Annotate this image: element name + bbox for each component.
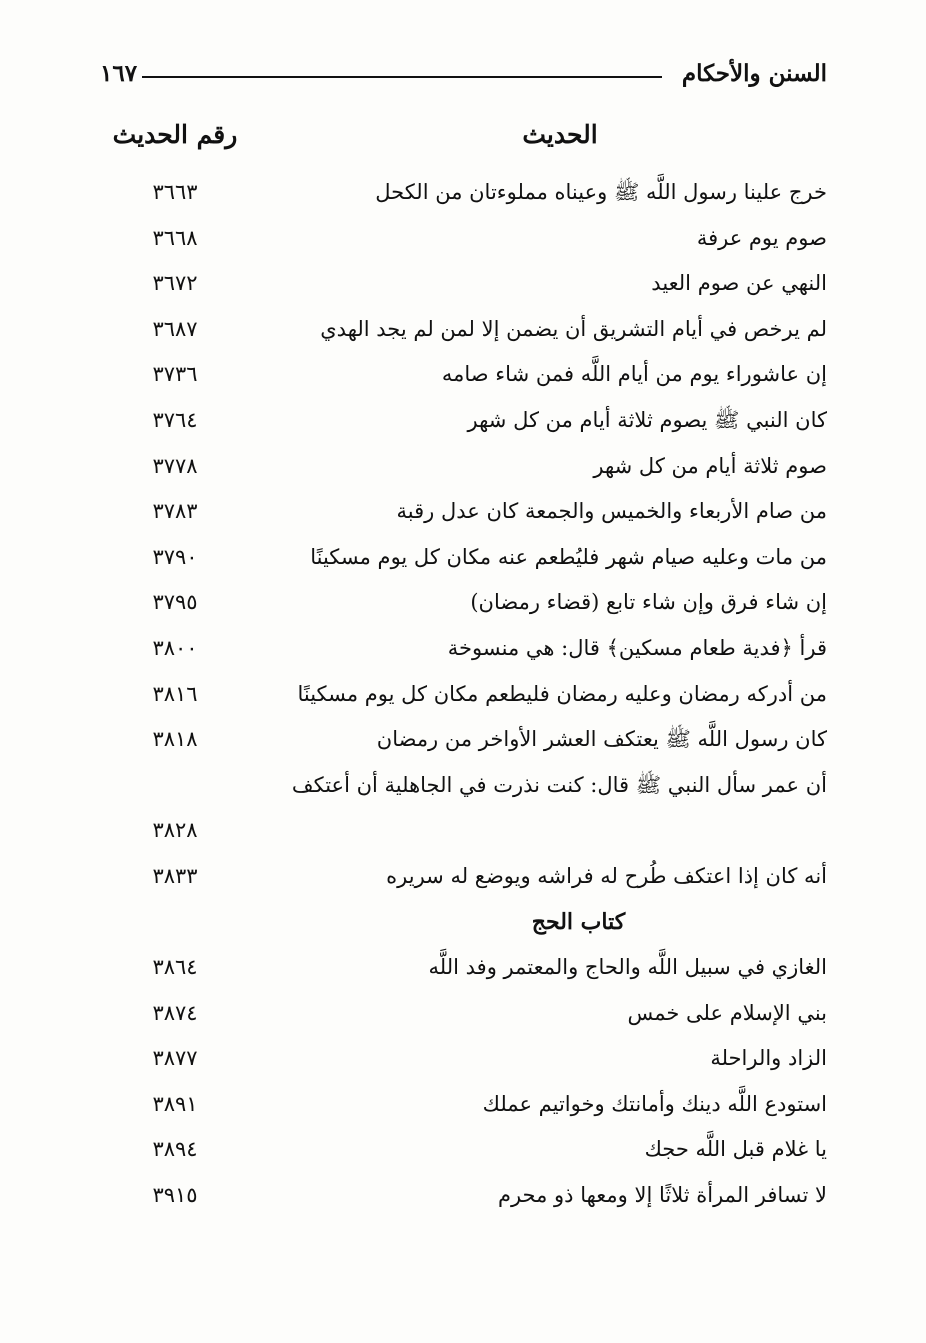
hadith-text: أن عمر سأل النبي ﷺ قال: كنت نذرت في الجاهلية أن أعتكف bbox=[291, 772, 827, 797]
list-item bbox=[100, 535, 827, 581]
list-item bbox=[100, 1173, 827, 1219]
hadith-text: لم يرخص في أيام التشريق أن يضمن إلا لمن لم يجد الهدي bbox=[320, 316, 827, 341]
hadith-text: أنه كان إذا اعتكف طُرح له فراشه ويوضع له سريره bbox=[386, 863, 827, 888]
hadith-number: ٣٨٩١ bbox=[152, 1091, 198, 1116]
hadith-number: ٣٦٨٧ bbox=[152, 316, 198, 341]
list-item bbox=[100, 1082, 827, 1128]
hadith-index-list bbox=[100, 170, 827, 1219]
hadith-number: ٣٨٣٣ bbox=[152, 863, 198, 888]
hadith-number: ٣٧٨٣ bbox=[152, 499, 198, 524]
hadith-number: ٣٨١٦ bbox=[152, 681, 198, 706]
header-rule bbox=[142, 76, 662, 78]
hadith-number: ٣٦٦٨ bbox=[152, 225, 198, 250]
list-item bbox=[100, 945, 827, 991]
list-item bbox=[100, 170, 827, 216]
list-item bbox=[100, 261, 827, 307]
hadith-text: قرأ ﴿فدية طعام مسكين﴾ قال: هي منسوخة bbox=[447, 635, 827, 660]
hadith-number: ٣٦٦٣ bbox=[152, 180, 198, 204]
hadith-text: استودع اللَّه دينك وأمانتك وخواتيم عملك bbox=[482, 1091, 827, 1116]
hadith-number: ٣٧٦٤ bbox=[152, 407, 198, 432]
hadith-text: الغازي في سبيل اللَّه والحاج والمعتمر وفد اللَّه bbox=[428, 955, 827, 980]
list-item bbox=[100, 307, 827, 353]
hadith-text: يا غلام قبل اللَّه حجك bbox=[644, 1137, 827, 1162]
hadith-text: الزاد والراحلة bbox=[710, 1046, 827, 1071]
list-item bbox=[100, 489, 827, 535]
hadith-text: صوم يوم عرفة bbox=[696, 225, 827, 250]
hadith-text: إن عاشوراء يوم من أيام اللَّه فمن شاء صامه bbox=[441, 362, 827, 387]
list-item bbox=[100, 216, 827, 262]
hadith-number: ٣٨١٨ bbox=[152, 727, 198, 752]
hadith-text: خرج علينا رسول اللَّه ﷺ وعيناه مملوءتان من الكحل bbox=[375, 180, 827, 204]
list-item bbox=[100, 444, 827, 490]
hadith-number: ٣٦٧٢ bbox=[152, 271, 198, 296]
list-item bbox=[100, 398, 827, 444]
list-item bbox=[100, 580, 827, 626]
list-item bbox=[100, 672, 827, 718]
hadith-number: ٣٨٦٤ bbox=[152, 955, 198, 980]
list-item bbox=[100, 717, 827, 763]
list-item bbox=[100, 626, 827, 672]
hadith-text: كان النبي ﷺ يصوم ثلاثة أيام من كل شهر bbox=[467, 407, 827, 432]
book-title: السنن والأحكام bbox=[681, 60, 827, 87]
page-number: ١٦٧ bbox=[100, 60, 138, 87]
hadith-number: ٣٧٩٥ bbox=[152, 590, 198, 615]
hadith-number: ٣٨٩٤ bbox=[152, 1137, 198, 1162]
hadith-number: ٣٨٢٨ bbox=[152, 818, 198, 843]
column-header-number: رقم الحديث bbox=[112, 120, 238, 149]
hadith-text: بني الإسلام على خمس bbox=[627, 1000, 827, 1025]
list-item bbox=[100, 991, 827, 1037]
hadith-text: من مات وعليه صيام شهر فليُطعم عنه مكان كل يوم مسكينًا bbox=[310, 544, 827, 569]
running-header bbox=[100, 56, 827, 96]
hadith-text: كان رسول اللَّه ﷺ يعتكف العشر الأواخر من رمضان bbox=[376, 727, 827, 752]
list-item bbox=[100, 1036, 827, 1082]
hadith-text: لا تسافر المرأة ثلاثًا إلا ومعها ذو محرم bbox=[497, 1183, 827, 1208]
section-heading: كتاب الحج bbox=[531, 908, 626, 935]
column-header-hadith: الحديث bbox=[522, 120, 598, 149]
hadith-text: النهي عن صوم العيد bbox=[651, 271, 827, 296]
hadith-number: ٣٧٩٠ bbox=[152, 544, 198, 569]
hadith-number: ٣٧٧٨ bbox=[152, 453, 198, 478]
hadith-text: من صام الأربعاء والخميس والجمعة كان عدل رقبة bbox=[396, 499, 827, 524]
hadith-number: ٣٨٧٧ bbox=[152, 1046, 198, 1071]
hadith-text: صوم ثلاثة أيام من كل شهر bbox=[593, 453, 827, 478]
hadith-number: ٣٨٠٠ bbox=[152, 635, 198, 660]
hadith-number: ٣٧٣٦ bbox=[152, 362, 198, 387]
list-item bbox=[100, 352, 827, 398]
list-item bbox=[100, 763, 827, 854]
hadith-text: من أدركه رمضان وعليه رمضان فليطعم مكان كل يوم مسكينًا bbox=[297, 681, 827, 706]
hadith-text: إن شاء فرق وإن شاء تابع (قضاء رمضان) bbox=[470, 590, 827, 615]
list-item bbox=[100, 1127, 827, 1173]
list-item bbox=[100, 854, 827, 900]
hadith-number: ٣٩١٥ bbox=[152, 1183, 198, 1208]
hadith-number: ٣٨٧٤ bbox=[152, 1000, 198, 1025]
